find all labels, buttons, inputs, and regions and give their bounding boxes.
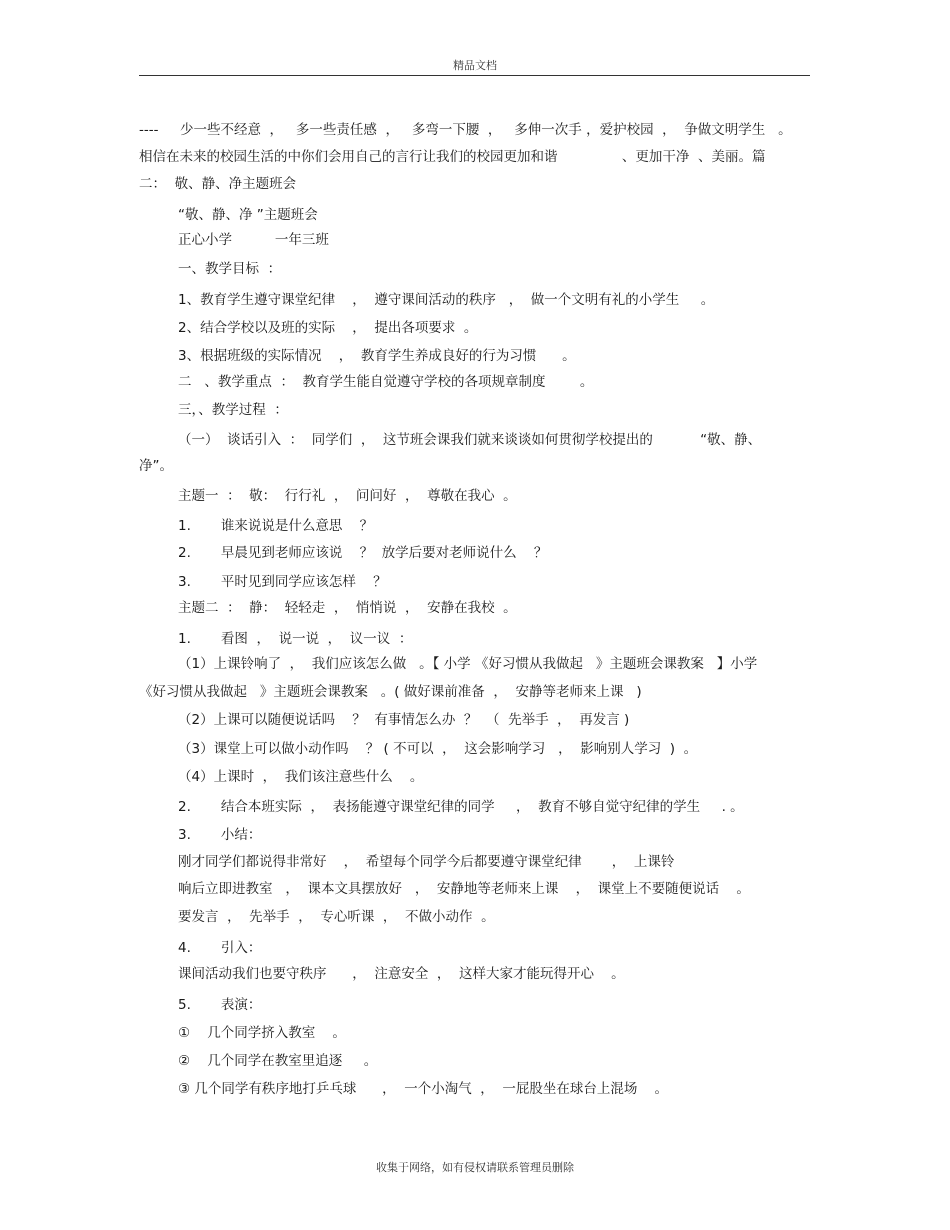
list-item: 3. 平时见到同学应该怎样 ？	[178, 574, 387, 590]
body-line: （一） 谈话引入 ： 同学们 ， 这节班会课我们就来谈谈如何贯彻学校提出的 “敬、静、	[178, 432, 762, 448]
body-line: 《好习惯从我做起 》主题班会课教案 。( 做好课前准备 ， 安静等老师来上课 )	[139, 684, 642, 700]
list-item: 5. 表演：	[178, 997, 262, 1013]
body-line: 净”。	[139, 458, 173, 474]
list-item: 2. 结合本班实际 ， 表扬能遵守课堂纪律的同学 ， 教育不够自觉守纪律的学生 . 。	[178, 799, 744, 815]
list-item: 2. 早晨见到老师应该说 ？ 放学后要对老师说什么 ？	[178, 545, 548, 561]
list-item: （2）上课可以随便说话吗 ？ 有事情怎么办 ？ （ 先举手 ， 再发言 )	[178, 712, 630, 728]
list-item: 1. 谁来说说是什么意思 ？	[178, 518, 374, 534]
list-item: （1）上课铃响了 ， 我们应该怎么做 。【 小学 《好习惯从我做起 》主题班会课教案 】小学	[178, 656, 758, 672]
body-line: ---- 少一些不经意 ， 多一些责任感 ， 多弯一下腰 ， 多伸一次手 ，爱护校园 ， 争做文明学生 。	[139, 122, 792, 138]
list-item: 1、教育学生遵守课堂纪律 ， 遵守课间活动的秩序 ， 做一个文明有礼的小学生 。	[178, 292, 715, 308]
list-item: 4. 引入：	[178, 940, 262, 956]
class-info: 正心小学 一年三班	[178, 232, 329, 248]
theme-heading: 主题二 ： 静： 轻轻走 ， 悄悄说 ， 安静在我校 。	[178, 600, 517, 616]
page-header: 精品文档	[453, 59, 497, 72]
heading-teaching-goals: 一、教学目标 ：	[178, 261, 282, 277]
header-divider	[139, 75, 810, 76]
list-item: 3、根据班级的实际情况 ， 教育学生养成良好的行为习惯 。	[178, 348, 576, 364]
page-footer: 收集于网络，如有侵权请联系管理员删除	[376, 1161, 574, 1174]
body-line: 刚才同学们都说得非常好 ， 希望每个同学今后都要遵守课堂纪律 ， 上课铃	[178, 854, 675, 870]
list-item: 1. 看图 ， 说一说 ， 议一议 ：	[178, 631, 413, 647]
list-item: ③ 几个同学有秩序地打乒乓球 ， 一个小淘气 ， 一屁股坐在球台上混场 。	[178, 1081, 669, 1097]
list-item: （4）上课时 ， 我们该注意些什么 。	[178, 769, 424, 785]
heading-teaching-process: 三，、教学过程 ：	[178, 402, 288, 418]
section-heading: 二： 敬、静、净主题班会	[139, 176, 297, 192]
body-line: 课间活动我们也要守秩序 ， 注意安全 ， 这样大家才能玩得开心 。	[178, 966, 625, 982]
document-title: “敬、静、净 ”主题班会	[178, 207, 318, 223]
list-item: 3. 小结：	[178, 827, 262, 843]
heading-teaching-focus: 二 、教学重点 ： 教育学生能自觉遵守学校的各项规章制度 。	[178, 374, 594, 390]
list-item: ① 几个同学挤入教室 。	[178, 1025, 346, 1041]
theme-heading: 主题一 ： 敬： 行行礼 ， 问问好 ， 尊敬在我心 。	[178, 488, 517, 504]
list-item: 2、结合学校以及班的实际 ， 提出各项要求 。	[178, 320, 478, 336]
body-line: 响后立即进教室 ， 课本文具摆放好 ， 安静地等老师来上课 ， 课堂上不要随便说话 。	[178, 881, 750, 897]
list-item: ② 几个同学在教室里追逐 。	[178, 1053, 378, 1069]
body-line: 要发言 ， 先举手 ， 专心听课 ， 不做小动作 。	[178, 909, 495, 925]
body-line: 相信在未来的校园生活的中你们会用自己的言行让我们的校园更加和谐 、更加干净 、美丽。篇	[139, 149, 766, 165]
list-item: （3）课堂上可以做小动作吗 ？ ( 不可以 ， 这会影响学习 ， 影响别人学习 ) 。	[178, 741, 698, 757]
